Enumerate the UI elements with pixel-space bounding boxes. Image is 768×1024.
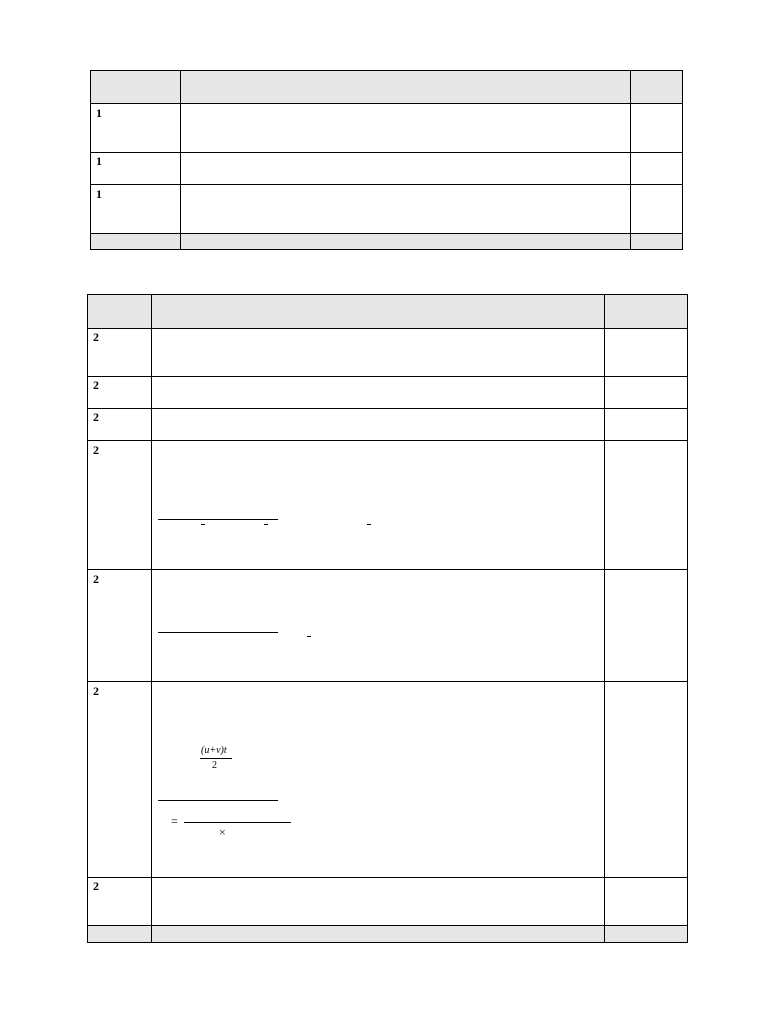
fraction-bar (158, 519, 278, 520)
table-1-column-divider (630, 71, 631, 249)
table-2-header-row (88, 295, 687, 329)
table-1-column-divider (180, 71, 181, 249)
fraction-bar (158, 800, 278, 801)
table-2-row-number: 2 (93, 443, 99, 457)
minus-mark (264, 524, 268, 525)
minus-mark (307, 636, 311, 637)
table-2-column-divider (604, 295, 605, 942)
fraction-bar (158, 632, 278, 633)
formula-numerator: (u+v)t (201, 745, 227, 756)
table-1-row-number: 1 (96, 187, 102, 201)
table-2 (87, 294, 688, 943)
table-1 (90, 70, 683, 250)
formula-denominator: 2 (212, 760, 217, 771)
table-2-row-divider (88, 376, 687, 377)
fraction-bar (200, 758, 232, 759)
equals-sign: = (171, 814, 178, 828)
table-2-row-divider (88, 569, 687, 570)
table-2-row-divider (88, 681, 687, 682)
table-2-row-number: 2 (93, 378, 99, 392)
table-1-row-number: 1 (96, 106, 102, 120)
table-2-row-divider (88, 440, 687, 441)
table-2-row-number: 2 (93, 330, 99, 344)
fraction-bar (184, 822, 291, 823)
table-2-row-number: 2 (93, 879, 99, 893)
table-2-row-number: 2 (93, 684, 99, 698)
table-2-row-divider (88, 408, 687, 409)
minus-mark (367, 524, 371, 525)
minus-mark (201, 524, 205, 525)
table-2-footer-row (88, 925, 687, 942)
table-1-row-number: 1 (96, 154, 102, 168)
table-2-row-number: 2 (93, 572, 99, 586)
multiply-sign: × (219, 825, 226, 839)
table-2-column-divider (151, 295, 152, 942)
table-2-row-number: 2 (93, 410, 99, 424)
table-2-row-divider (88, 877, 687, 878)
